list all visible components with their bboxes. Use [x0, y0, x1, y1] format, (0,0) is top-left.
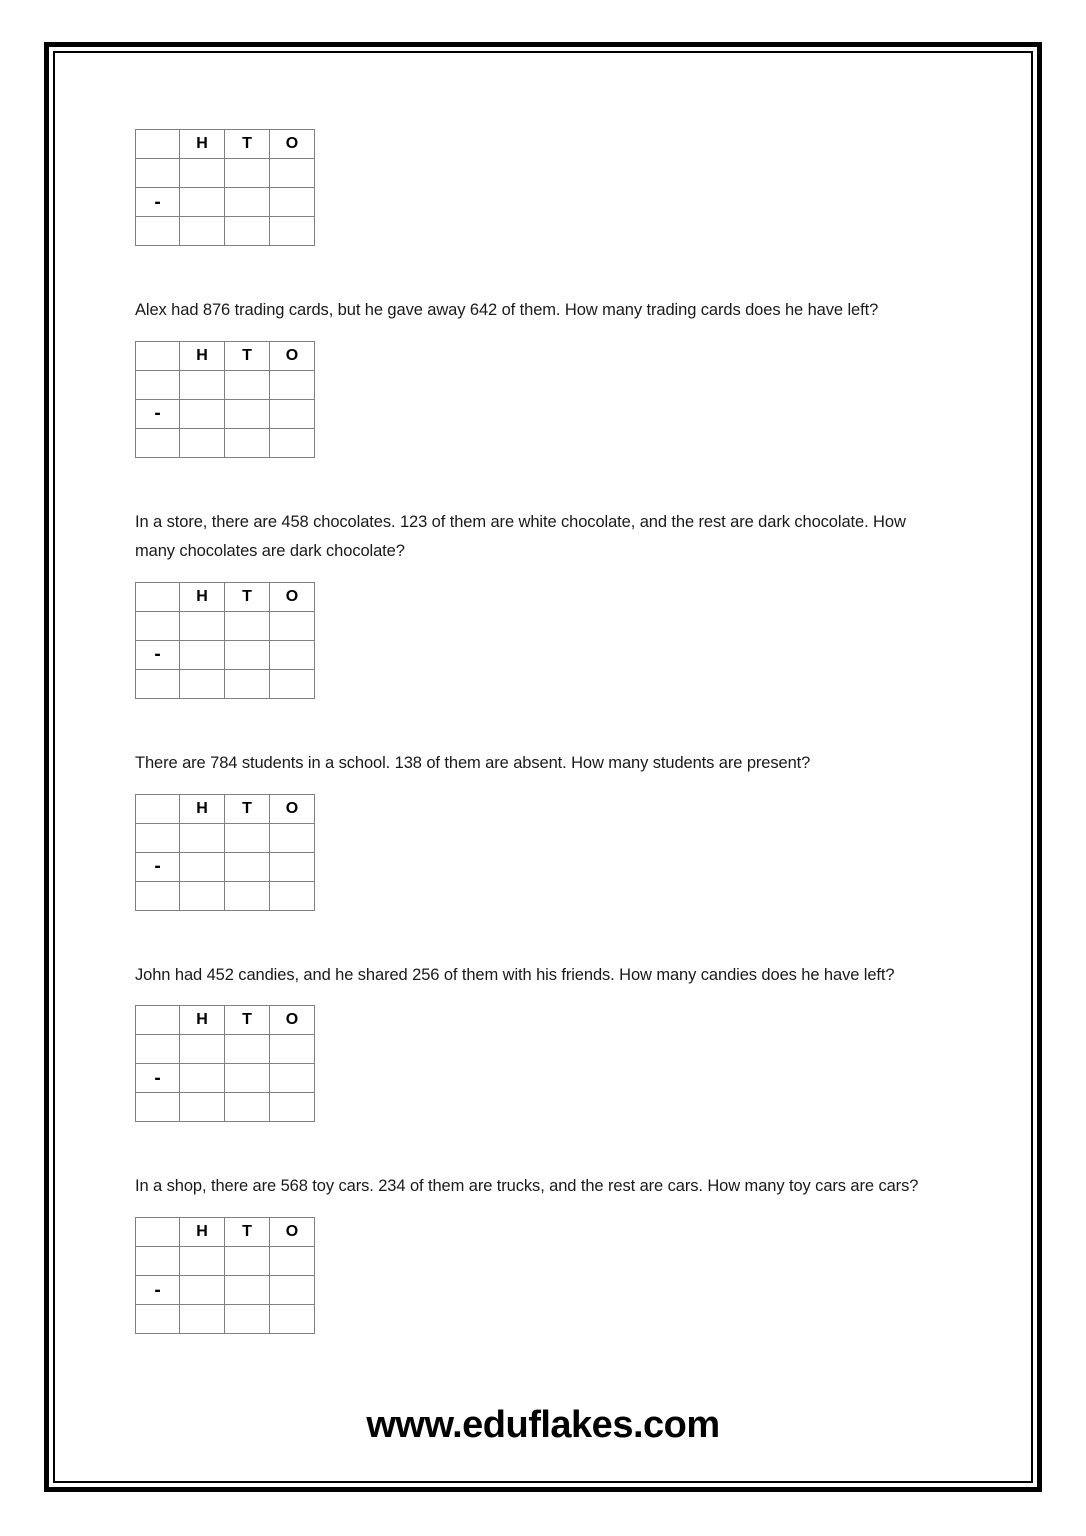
- answer-cell-ones[interactable]: [270, 1305, 315, 1334]
- column-header-tens: T: [225, 130, 270, 159]
- spacer: [135, 911, 955, 961]
- spacer: [135, 566, 955, 582]
- operator-cell-minus: -: [136, 1064, 180, 1093]
- table-subtrahend-row: [136, 852, 315, 881]
- answer-cell-ones[interactable]: [270, 188, 315, 217]
- answer-cell-tens[interactable]: [225, 640, 270, 669]
- column-header-hundreds: H: [180, 794, 225, 823]
- answer-cell-ones[interactable]: [270, 1276, 315, 1305]
- row-label-cell: [136, 669, 180, 698]
- row-label-cell: [136, 1035, 180, 1064]
- question-text: In a shop, there are 568 toy cars. 234 of them are trucks, and the rest are cars. How many toy cars are cars?: [135, 1177, 919, 1196]
- answer-cell-tens[interactable]: [225, 1305, 270, 1334]
- column-header-hundreds: H: [180, 1006, 225, 1035]
- table-header-row: [136, 1218, 315, 1247]
- spacer: [135, 778, 955, 794]
- spacer: [135, 1201, 955, 1217]
- answer-cell-hundreds[interactable]: [180, 188, 225, 217]
- answer-cell-ones[interactable]: [270, 1035, 315, 1064]
- column-header-hundreds: H: [180, 130, 225, 159]
- answer-cell-hundreds[interactable]: [180, 399, 225, 428]
- answer-cell-hundreds[interactable]: [180, 640, 225, 669]
- answer-cell-tens[interactable]: [225, 159, 270, 188]
- spacer: [135, 989, 955, 1005]
- question-text: Alex had 876 trading cards, but he gave away 642 of them. How many trading cards does he have left?: [135, 301, 879, 319]
- answer-cell-hundreds[interactable]: [180, 217, 225, 246]
- exercise-item: [135, 1172, 955, 1334]
- place-value-table[interactable]: [135, 1217, 315, 1334]
- table-subtrahend-row: [136, 188, 315, 217]
- column-header-hundreds: H: [180, 1218, 225, 1247]
- answer-cell-ones[interactable]: [270, 399, 315, 428]
- column-header-ones: O: [270, 582, 315, 611]
- table-subtrahend-row: [136, 640, 315, 669]
- exercise-item: [135, 961, 955, 1123]
- answer-cell-hundreds[interactable]: [180, 669, 225, 698]
- answer-cell-ones[interactable]: [270, 428, 315, 457]
- answer-cell-tens[interactable]: [225, 611, 270, 640]
- table-subtrahend-row: [136, 1276, 315, 1305]
- answer-cell-ones[interactable]: [270, 159, 315, 188]
- page-border-inner: [53, 51, 1033, 1483]
- operator-cell-minus: -: [136, 1276, 180, 1305]
- spacer: [135, 699, 955, 749]
- table-minuend-row: [136, 823, 315, 852]
- exercise-item: [135, 296, 955, 458]
- table-result-row: [136, 1305, 315, 1334]
- answer-cell-ones[interactable]: [270, 217, 315, 246]
- column-header-tens: T: [225, 341, 270, 370]
- answer-cell-tens[interactable]: [225, 399, 270, 428]
- row-label-cell: [136, 217, 180, 246]
- table-minuend-row: [136, 1247, 315, 1276]
- answer-cell-ones[interactable]: [270, 370, 315, 399]
- table-corner-cell: [136, 130, 180, 159]
- table-minuend-row: [136, 1035, 315, 1064]
- answer-cell-hundreds[interactable]: [180, 1064, 225, 1093]
- table-corner-cell: [136, 341, 180, 370]
- answer-cell-tens[interactable]: [225, 852, 270, 881]
- table-header-row: [136, 130, 315, 159]
- answer-cell-hundreds[interactable]: [180, 1276, 225, 1305]
- place-value-table[interactable]: [135, 582, 315, 699]
- answer-cell-ones[interactable]: [270, 1064, 315, 1093]
- table-corner-cell: [136, 582, 180, 611]
- site-url-footer: www.eduflakes.com: [366, 1404, 720, 1446]
- column-header-tens: T: [225, 1218, 270, 1247]
- column-header-tens: T: [225, 582, 270, 611]
- answer-cell-hundreds[interactable]: [180, 1035, 225, 1064]
- answer-cell-ones[interactable]: [270, 1247, 315, 1276]
- table-subtrahend-row: [136, 1064, 315, 1093]
- answer-cell-tens[interactable]: [225, 669, 270, 698]
- row-label-cell: [136, 823, 180, 852]
- operator-cell-minus: -: [136, 188, 180, 217]
- table-corner-cell: [136, 1006, 180, 1035]
- exercise-item: [135, 129, 955, 246]
- row-label-cell: [136, 428, 180, 457]
- answer-cell-hundreds[interactable]: [180, 370, 225, 399]
- answer-cell-hundreds[interactable]: [180, 852, 225, 881]
- row-label-cell: [136, 1093, 180, 1122]
- table-header-row: [136, 794, 315, 823]
- operator-cell-minus: -: [136, 852, 180, 881]
- place-value-table[interactable]: [135, 129, 315, 246]
- table-minuend-row: [136, 611, 315, 640]
- row-label-cell: [136, 611, 180, 640]
- answer-cell-ones[interactable]: [270, 640, 315, 669]
- place-value-table[interactable]: [135, 341, 315, 458]
- answer-cell-hundreds[interactable]: [180, 159, 225, 188]
- answer-cell-hundreds[interactable]: [180, 1305, 225, 1334]
- table-result-row: [136, 1093, 315, 1122]
- table-corner-cell: [136, 794, 180, 823]
- spacer: [135, 246, 955, 296]
- table-header-row: [136, 1006, 315, 1035]
- column-header-ones: O: [270, 341, 315, 370]
- answer-cell-ones[interactable]: [270, 852, 315, 881]
- row-label-cell: [136, 159, 180, 188]
- table-header-row: [136, 341, 315, 370]
- row-label-cell: [136, 881, 180, 910]
- column-header-hundreds: H: [180, 341, 225, 370]
- answer-cell-ones[interactable]: [270, 881, 315, 910]
- answer-cell-hundreds[interactable]: [180, 1093, 225, 1122]
- table-result-row: [136, 881, 315, 910]
- answer-cell-tens[interactable]: [225, 881, 270, 910]
- answer-cell-hundreds[interactable]: [180, 611, 225, 640]
- answer-cell-tens[interactable]: [225, 188, 270, 217]
- exercise-item: [135, 749, 955, 911]
- spacer: [135, 458, 955, 508]
- place-value-table[interactable]: [135, 1005, 315, 1122]
- column-header-ones: O: [270, 794, 315, 823]
- table-header-row: [136, 582, 315, 611]
- question-text: There are 784 students in a school. 138 of them are absent. How many students are present?: [135, 753, 811, 772]
- answer-cell-tens[interactable]: [225, 1064, 270, 1093]
- exercise-item: [135, 508, 955, 699]
- answer-cell-hundreds[interactable]: [180, 823, 225, 852]
- answer-cell-hundreds[interactable]: [180, 881, 225, 910]
- column-header-tens: T: [225, 794, 270, 823]
- answer-cell-ones[interactable]: [270, 1093, 315, 1122]
- column-header-hundreds: H: [180, 582, 225, 611]
- table-result-row: [136, 428, 315, 457]
- answer-cell-tens[interactable]: [225, 428, 270, 457]
- table-minuend-row: [136, 159, 315, 188]
- answer-cell-tens[interactable]: [225, 217, 270, 246]
- answer-cell-ones[interactable]: [270, 669, 315, 698]
- place-value-table[interactable]: [135, 794, 315, 911]
- answer-cell-ones[interactable]: [270, 823, 315, 852]
- column-header-ones: O: [270, 130, 315, 159]
- answer-cell-tens[interactable]: [225, 1247, 270, 1276]
- column-header-ones: O: [270, 1006, 315, 1035]
- answer-cell-tens[interactable]: [225, 1035, 270, 1064]
- table-subtrahend-row: [136, 399, 315, 428]
- row-label-cell: [136, 1305, 180, 1334]
- table-corner-cell: [136, 1218, 180, 1247]
- table-minuend-row: [136, 370, 315, 399]
- row-label-cell: [136, 370, 180, 399]
- spacer: [135, 1122, 955, 1172]
- answer-cell-tens[interactable]: [225, 370, 270, 399]
- table-result-row: [136, 217, 315, 246]
- operator-cell-minus: -: [136, 640, 180, 669]
- column-header-ones: O: [270, 1218, 315, 1247]
- answer-cell-tens[interactable]: [225, 823, 270, 852]
- table-result-row: [136, 669, 315, 698]
- question-text: In a store, there are 458 chocolates. 123 of them are white chocolate, and the rest are dark chocolate. How many chocolates are dark chocolate?: [135, 512, 906, 560]
- answer-cell-ones[interactable]: [270, 611, 315, 640]
- question-text: John had 452 candies, and he shared 256 of them with his friends. How many candies does he have left?: [135, 965, 895, 984]
- worksheet-content: [135, 129, 955, 1334]
- answer-cell-tens[interactable]: [225, 1276, 270, 1305]
- page-border-outer: [44, 42, 1042, 1492]
- row-label-cell: [136, 1247, 180, 1276]
- column-header-tens: T: [225, 1006, 270, 1035]
- operator-cell-minus: -: [136, 399, 180, 428]
- answer-cell-hundreds[interactable]: [180, 1247, 225, 1276]
- spacer: [135, 325, 955, 341]
- answer-cell-hundreds[interactable]: [180, 428, 225, 457]
- answer-cell-tens[interactable]: [225, 1093, 270, 1122]
